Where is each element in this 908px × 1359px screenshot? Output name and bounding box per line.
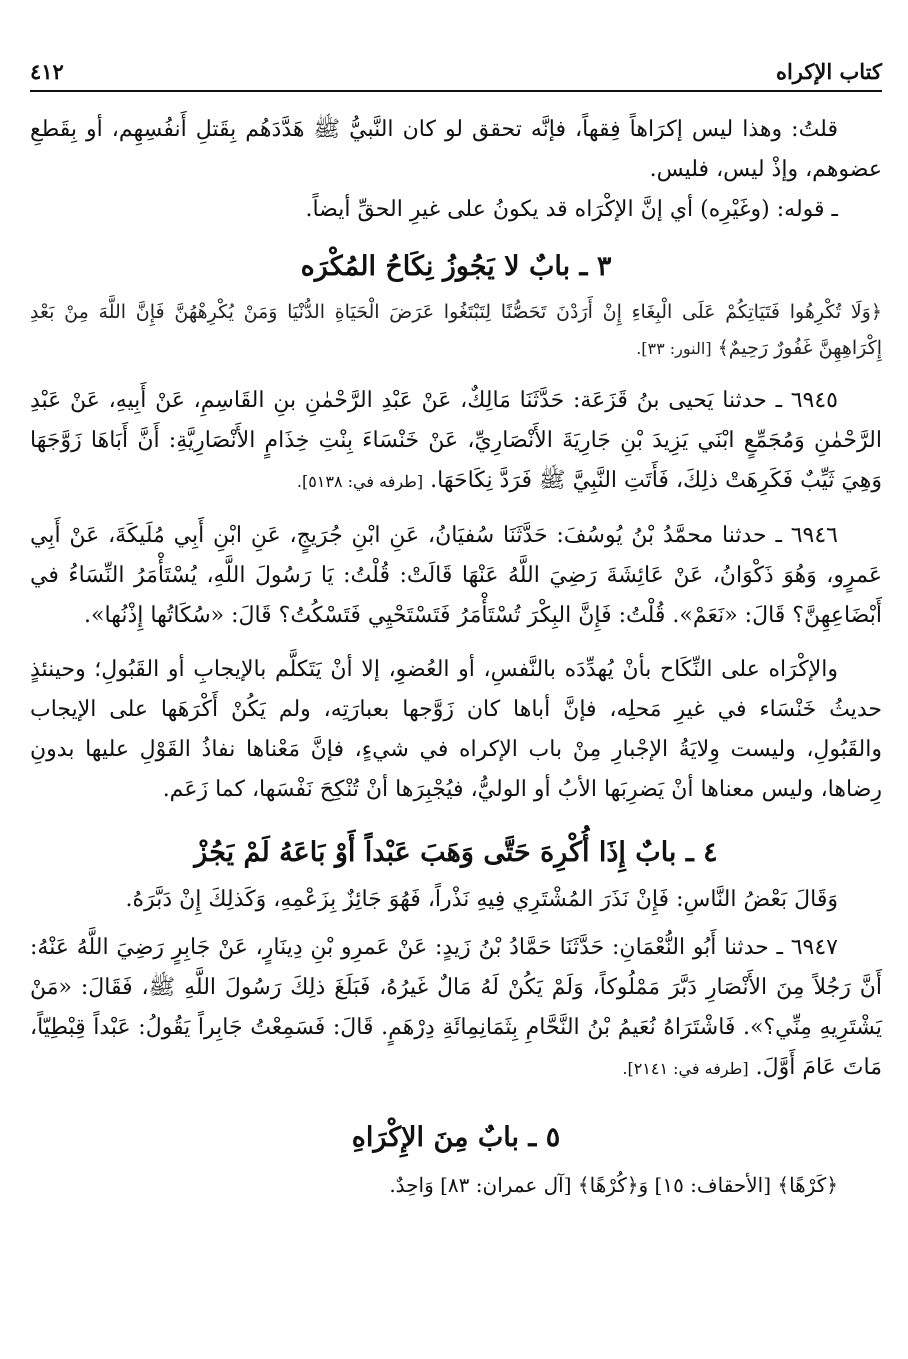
page	[30, 48, 882, 1205]
page-number: ٤١٢	[30, 59, 64, 84]
hadith-6945	[30, 381, 882, 502]
chapter-3-quran-verse	[30, 294, 882, 367]
book-title: كتاب الإكراه	[775, 59, 882, 84]
hadith-6945-reference: [طرفه في: ٥١٣٨].	[296, 472, 424, 491]
chapter-4-title: ٤ ـ بابٌ إِذَا أُكْرِهَ حَتَّى وَهَبَ عَبْداً أَوْ بَاعَهُ لَمْ يَجُزْ	[194, 837, 718, 868]
hadith-6947	[30, 928, 882, 1089]
commentary-paragraph-1: قلتُ: وهذا ليس إكرَاهاً فِقهاً، فإنَّه تحقق لو كان النَّبيُّ ﷺ هَدَّدَهُم بِقَتلِ أَنفُسِهِم، أو بِقَطعِ عضوهم، وإذْ ليس، فليس.	[30, 117, 882, 182]
chapter-5-text: ﴿كَرْهًا﴾ [الأحقاف: ١٥] وَ﴿كُرْهًا﴾ [آل عمران: ٨٣] وَاحِدٌ.	[389, 1173, 838, 1197]
commentary-paragraph-ikrah: والإكْرَاه على النِّكَاح بأنْ يُهدِّدَه بالنَّفسِ، أو العُضوِ، إلا أنْ يَتَكلَّم بالإيجابِ أو القَبُولِ؛ وحينئذٍ حديثُ خَنْسَاء في غيرِ مَحلِه، فإنَّ أباها كان زَوَّجها بعبارَتِه، ولم يَكُنْ أَكْرَهَها على الإيجاب والقَبُولِ، وليست وِلايَةُ الإجْبارِ مِنْ باب الإكراه في شيءٍ، فإنَّ مَعْناها نفاذُ القَوْلِ عليها بدونِ رِضاها، وليس معناها أنْ يَضرِبَها الأبُ أو الوليُّ، فيُجْبِرَها أنْ تُنْكِحَ نَفْسَها، كما زَعَم.	[30, 657, 883, 802]
page-header	[30, 48, 882, 84]
chapter-3-title: ٣ ـ بابٌ لا يَجُوزُ نِكَاحُ المُكْرَه	[300, 251, 612, 282]
quran-verse-text: ﴿وَلَا تُكْرِهُوا فَتَيَاتِكُمْ عَلَى الْبِغَاءِ إِنْ أَرَدْنَ تَحَصُّنًا لِتَبْتَغُوا عَرَضَ الْحَيَاةِ الدُّنْيَا وَمَنْ يُكْرِهْهُنَّ فَإِنَّ اللَّهَ مِنْ بَعْدِ إِكْرَاهِهِنَّ غَفُورٌ رَحِيمٌ﴾	[30, 301, 882, 359]
commentary-paragraph-2: ـ قوله: (وغَيْرِه) أي إنَّ الإكْرَاه قد يكونُ على غيرِ الحقِّ أيضاً.	[305, 197, 838, 222]
hadith-6947-reference: [طرفه في: ٢١٤١].	[622, 1059, 749, 1078]
hadith-6947-text: ٦٩٤٧ ـ حدثنا أَبُو النُّعْمَانِ: حَدَّثَنَا حَمَّادُ بْنُ زَيدٍ: عَنْ عَمرِو بْنِ دِينَارٍ، عَنْ جَابِرٍ رَضِيَ اللَّهُ عَنْهُ: أَنَّ رَجُلاً مِنَ الأَنْصَارِ دَبَّرَ مَمْلُوكاً، وَلَمْ يَكُنْ لَهُ مَالٌ غَيرُهُ، فَبَلَغَ ذلِكَ رَسُولَ اللَّهِ ﷺ، فَقَالَ: «مَنْ يَشْتَرِيهِ مِنِّي؟». فَاشْتَرَاهُ نُعَيمُ بْنُ النَّحَّامِ بِثَمَانِمِائَةِ دِرْهَمٍ. قَالَ: فَسَمِعْتُ جَابِراً يَقُولُ: عَبْداً قِبْطِيّاً، مَاتَ عَامَ أَوَّلَ.	[30, 935, 882, 1080]
hadith-6945-text: ٦٩٤٥ ـ حدثنا يَحيى بنُ قَزَعَة: حَدَّثَنَا مَالِكٌ، عَنْ عَبْدِ الرَّحْمٰنِ بنِ القَاسِمِ، عَنْ أَبِيهِ، عَنْ عَبْدِ الرَّحْمٰنِ وَمُجَمِّعٍ ابْنَي يَزِيدَ بْنِ جَارِيَةَ الأَنْصَارِيِّ، عَنْ خَنْسَاءَ بِنْتِ خِذَامٍ الأَنْصَارِيَّةِ: أَنَّ أَبَاهَا زَوَّجَهَا وَهِيَ ثَيِّبٌ فَكَرِهَتْ ذلِكَ، فَأَتَتِ النَّبِيَّ ﷺ فَرَدَّ نِكَاحَهَا.	[30, 388, 882, 493]
chapter-4-text: وَقَالَ بَعْضُ النَّاسِ: فَإِنْ نَذَرَ المُشْتَرِي فِيهِ نَذْراً، فَهُوَ جَائِزٌ بِزَعْمِهِ، وَكَذلِكَ إِنْ دَبَّرَهُ.	[125, 887, 838, 912]
hadith-6946: ٦٩٤٦ ـ حدثنا محمَّدُ بْنُ يُوسُفَ: حَدَّثَنَا سُفيَانُ، عَنِ ابْنِ جُرَيجٍ، عَنِ ابْنِ أَبِي مُلَيكَةَ، عَنْ أَبِي عَمرٍو، وَهُوَ ذَكْوَانُ، عَنْ عَائِشَةَ رَضِيَ اللَّهُ عَنْهَا قَالَتْ: قُلْتُ: يَا رَسُولَ اللَّهِ، يُسْتَأْمَرُ النِّسَاءُ في أَبْضَاعِهِنَّ؟ قَالَ: «نَعَمْ». قُلْتُ: فَإِنَّ البِكْرَ تُسْتَأْمَرُ فَتَسْتَحْيِي فَتَسْكُتُ؟ قَالَ: «سُكَاتُها إِذْنُها».	[30, 523, 882, 628]
chapter-5-title: ٥ ـ بابٌ مِنَ الإِكْرَاهِ	[351, 1122, 561, 1153]
quran-verse-reference: [النور: ٣٣].	[636, 339, 712, 358]
header-rule	[30, 90, 882, 92]
